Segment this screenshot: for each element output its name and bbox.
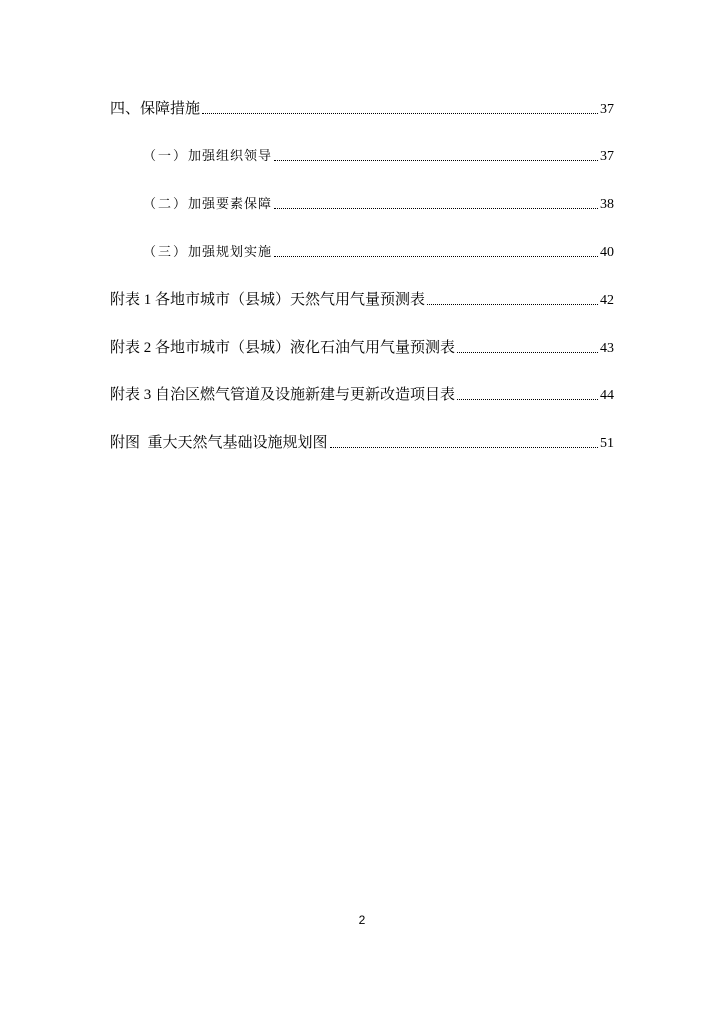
toc-dot-leader xyxy=(274,255,598,257)
toc-dot-leader xyxy=(274,207,598,209)
toc-entry-number: 3 xyxy=(140,387,156,403)
toc-page-number: 40 xyxy=(600,245,614,260)
toc-page-number: 37 xyxy=(600,149,614,164)
toc-dot-leader xyxy=(457,398,598,400)
toc-entry-title xyxy=(110,431,328,452)
toc-entry-prefix: 附表 xyxy=(110,385,141,403)
toc-entry[interactable] xyxy=(143,241,614,261)
toc-entry-number xyxy=(140,435,148,451)
toc-page-number: 42 xyxy=(600,293,614,308)
toc-entry[interactable] xyxy=(110,431,614,452)
toc-entry-title xyxy=(110,336,455,357)
toc-page-number: 51 xyxy=(600,436,614,451)
toc-entry-text: 各地市城市（县城）液化石油气用气量预测表 xyxy=(155,338,456,356)
toc-dot-leader xyxy=(202,112,598,114)
toc-entry-text: 加强要素保障 xyxy=(188,197,273,212)
toc-entry[interactable] xyxy=(110,336,614,357)
toc-entry-text: 自治区燃气管道及设施新建与更新改造项目表 xyxy=(155,385,456,403)
toc-entry-title xyxy=(143,241,272,260)
toc-entry-title xyxy=(110,288,425,309)
toc-entry-prefix: （一） xyxy=(143,149,189,164)
toc-entry[interactable] xyxy=(110,97,614,118)
toc-page-number: 37 xyxy=(600,102,614,117)
toc-entry-text: 各地市城市（县城）天然气用气量预测表 xyxy=(155,290,426,308)
toc-dot-leader xyxy=(457,351,598,353)
toc-page-number: 38 xyxy=(600,197,614,212)
toc-entry-number: 1 xyxy=(140,292,156,308)
toc-entry-text: 加强组织领导 xyxy=(188,149,273,164)
page-number: 2 xyxy=(358,913,366,927)
toc-entry[interactable] xyxy=(143,193,614,213)
toc-entry-prefix: 附图 xyxy=(110,433,141,451)
toc-entry-prefix: 附表 xyxy=(110,290,141,308)
toc-entry-title xyxy=(143,145,272,164)
toc-entry-number: 2 xyxy=(140,340,156,356)
toc-entry-prefix: （二） xyxy=(143,197,189,212)
toc-entry[interactable] xyxy=(110,383,614,404)
toc-page-number: 43 xyxy=(600,341,614,356)
toc-entry-title xyxy=(110,97,200,118)
toc-entry-prefix: 附表 xyxy=(110,338,141,356)
toc-entry-title xyxy=(110,383,455,404)
toc-entry[interactable] xyxy=(143,145,614,165)
toc-entry-title xyxy=(143,193,272,212)
toc-page-number: 44 xyxy=(600,388,614,403)
toc-entry[interactable] xyxy=(110,288,614,309)
toc-dot-leader xyxy=(274,159,598,161)
toc-entry-prefix: （三） xyxy=(143,245,189,260)
toc-dot-leader xyxy=(330,446,598,448)
toc-dot-leader xyxy=(427,303,598,305)
toc-entry-prefix: 四、保障措施 xyxy=(110,99,201,117)
toc-entry-text: 重大天然气基础设施规划图 xyxy=(147,433,328,451)
toc-entry-text: 加强规划实施 xyxy=(188,245,273,260)
